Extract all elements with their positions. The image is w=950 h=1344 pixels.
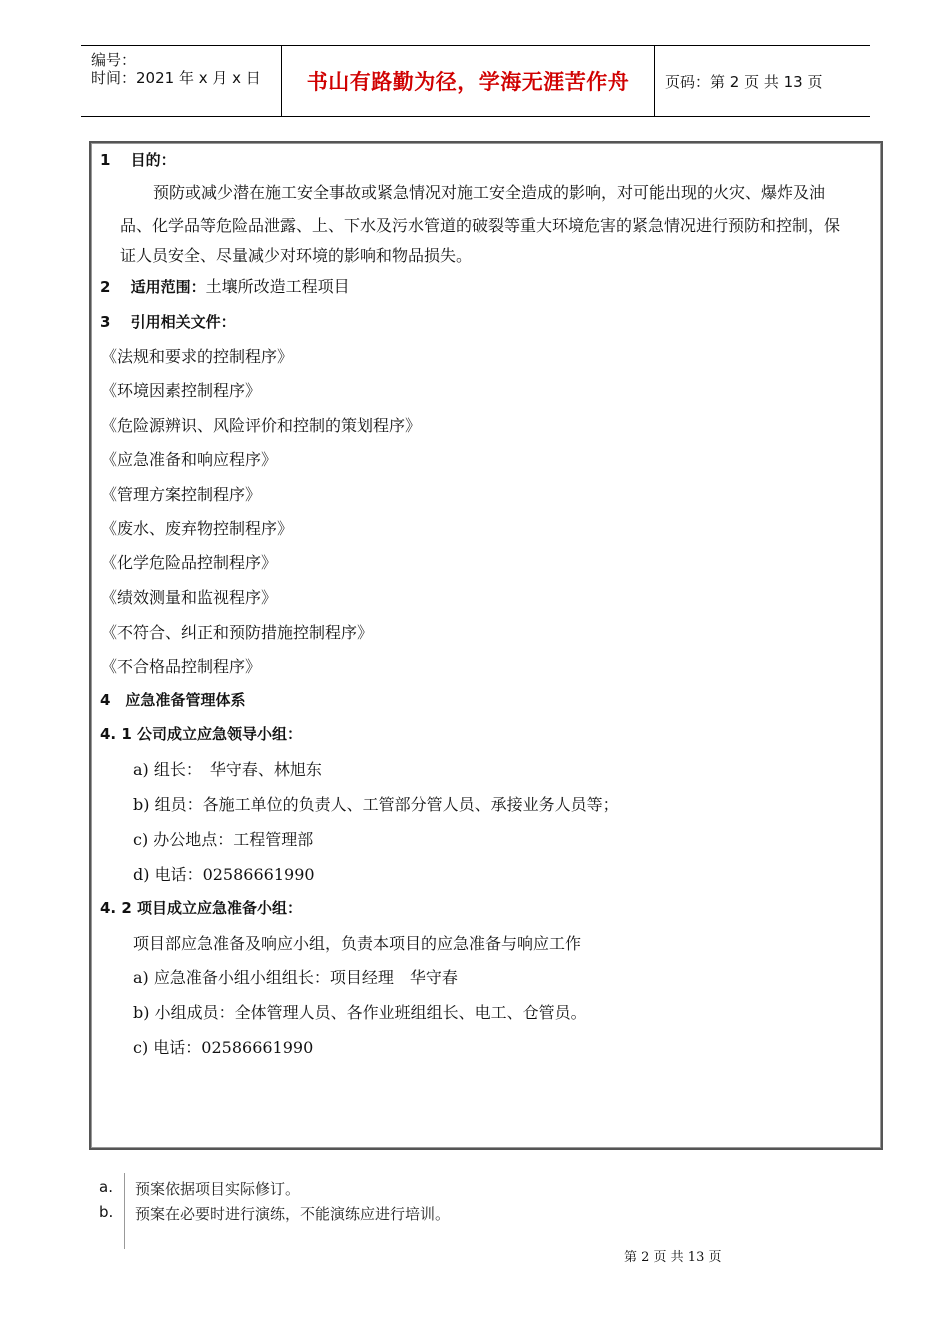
section-4-title: 4 应急准备管理体系 bbox=[100, 691, 246, 709]
section-1-paragraph-line: 品、化学品等危险品泄露、上、下水及污水管道的破裂等重大环境危害的紧急情况进行预防和控制，保 bbox=[120, 216, 841, 235]
leader-group-item: d) 电话：02586661990 bbox=[133, 865, 315, 884]
section-4-2-intro: 项目部应急准备及响应小组，负责本项目的应急准备与响应工作 bbox=[133, 934, 582, 953]
section-1-title: 1 目的： bbox=[100, 151, 176, 169]
section-4-1-title: 4. 1 公司成立应急领导小组： bbox=[100, 725, 303, 743]
leader-group-item: b) 组员：各施工单位的负责人、工管部分管人员、承接业务人员等； bbox=[133, 795, 619, 814]
section-1-paragraph-line: 预防或减少潜在施工安全事故或紧急情况对施工安全造成的影响，对可能出现的火灾、爆炸及油 bbox=[153, 183, 826, 202]
notes-divider bbox=[124, 1173, 125, 1249]
doc-reference: 《管理方案控制程序》 bbox=[101, 485, 262, 504]
doc-reference: 《绩效测量和监视程序》 bbox=[101, 588, 278, 607]
header-meta bbox=[81, 46, 281, 116]
document-header bbox=[81, 45, 870, 117]
doc-reference: 《法规和要求的控制程序》 bbox=[101, 347, 294, 366]
doc-reference: 《不符合、纠正和预防措施控制程序》 bbox=[101, 623, 374, 642]
note-text: 预案依据项目实际修订。 bbox=[135, 1180, 301, 1198]
section-4-2-title: 4. 2 项目成立应急准备小组： bbox=[100, 899, 303, 917]
project-group-item: a) 应急准备小组小组组长：项目经理 华守春 bbox=[133, 968, 458, 987]
note-label: a. bbox=[99, 1178, 113, 1196]
section-2-value: 土壤所改造工程项目 bbox=[205, 277, 350, 296]
date-label: 时间：2021 年 x 月 x 日 bbox=[91, 69, 261, 87]
header-divider bbox=[654, 46, 655, 116]
doc-reference: 《化学危险品控制程序》 bbox=[101, 553, 278, 572]
section-2 bbox=[100, 274, 350, 297]
note-text: 预案在必要时进行演练，不能演练应进行培训。 bbox=[135, 1205, 451, 1223]
header-motto: 书山有路勤为径，学海无涯苦作舟 bbox=[306, 70, 630, 94]
doc-reference: 《废水、废弃物控制程序》 bbox=[101, 519, 294, 538]
header-page-info: 页码：第 2 页 共 13 页 bbox=[665, 72, 823, 91]
doc-reference: 《应急准备和响应程序》 bbox=[101, 450, 278, 469]
doc-reference: 《环境因素控制程序》 bbox=[101, 381, 262, 400]
section-1-paragraph-line: 证人员安全、尽量减少对环境的影响和物品损失。 bbox=[120, 246, 473, 265]
doc-reference: 《危险源辨识、风险评价和控制的策划程序》 bbox=[101, 416, 422, 435]
section-2-title: 2 适用范围： bbox=[100, 278, 206, 296]
project-group-item: c) 电话：02586661990 bbox=[133, 1038, 314, 1057]
note-label: b. bbox=[99, 1203, 114, 1221]
page-footer: 第 2 页 共 13 页 bbox=[624, 1250, 722, 1265]
section-3-title: 3 引用相关文件： bbox=[100, 313, 236, 331]
code-label: 编号： bbox=[91, 51, 137, 69]
doc-reference: 《不合格品控制程序》 bbox=[101, 657, 262, 676]
leader-group-item: c) 办公地点：工程管理部 bbox=[133, 830, 314, 849]
leader-group-item: a) 组长： 华守春、林旭东 bbox=[133, 760, 322, 779]
project-group-item: b) 小组成员：全体管理人员、各作业班组组长、电工、仓管员。 bbox=[133, 1003, 587, 1022]
